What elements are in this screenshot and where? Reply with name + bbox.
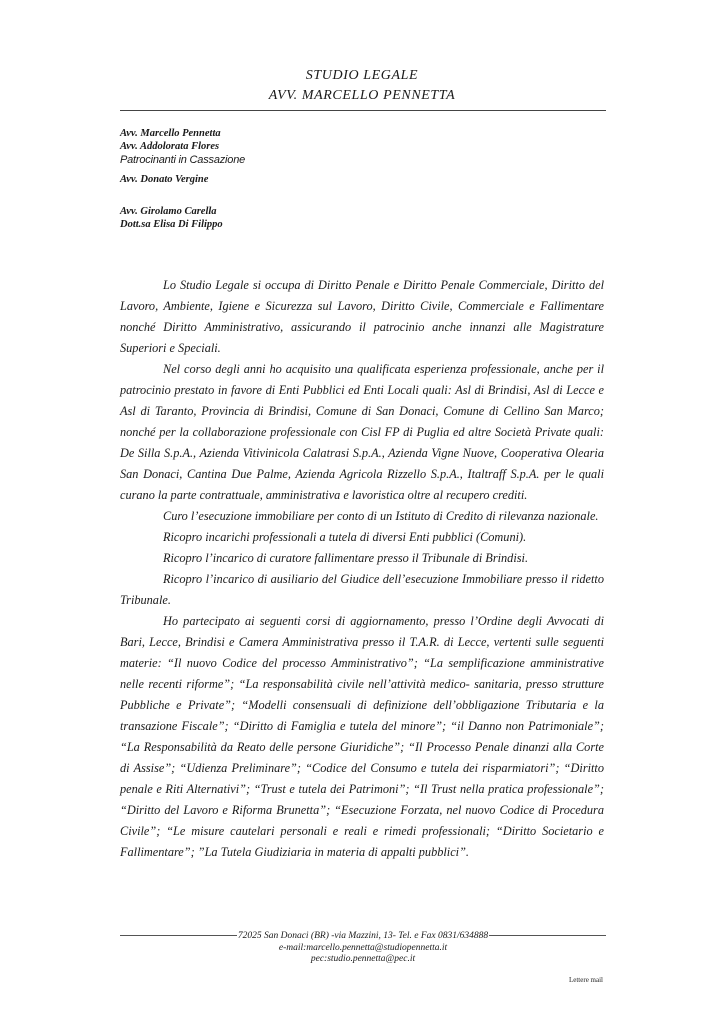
paragraph: Lo Studio Legale si occupa di Diritto Penale e Diritto Penale Commerciale, Diritto del Lavoro, Ambiente, Igiene e Sicurezza sul Lavoro, Diritto Civile, Commerciale e Fallimentare nonché Diritto Amministrativo, assicurando il patrocinio anche innanzi alle Magistrature Superiori e Speciali. xyxy=(120,278,604,355)
footer-address-line xyxy=(120,931,606,943)
footer-pec: pec:studio.pennetta@pec.it xyxy=(310,954,416,964)
paragraph: Curo l’esecuzione immobiliare per conto di un Istituto di Credito di rilevanza nazionale. xyxy=(163,509,599,523)
footer-rule-left xyxy=(120,935,237,936)
header-divider xyxy=(120,110,606,111)
paragraph: Ricopro l’incarico di ausiliario del Giudice dell’esecuzione Immobiliare presso il ridetto Tribunale. xyxy=(120,572,604,607)
paragraph: Ricopro incarichi professionali a tutela di diversi Enti pubblici (Comuni). xyxy=(163,530,527,544)
footer-email: e-mail:marcello.pennetta@studiopennetta.it xyxy=(278,942,448,953)
lawyer-name: Avv. Marcello Pennetta xyxy=(120,128,221,139)
paragraph: Nel corso degli anni ho acquisito una qualificata esperienza professionale, anche per il patrocinio prestato in favore di Enti Pubblici ed Enti Locali quali: Asl di Brindisi, Asl di Lecce e Asl di Taranto, Provincia di Brindisi, Comune di San Donaci, Comune di Cellino San Marco; nonché per la collaborazione professionale con Cisl FP di Puglia ed altre Società Private quali: De Silla S.p.A., Azienda Vitivinicola Calatrasi S.p.A., Azienda Vigne Nuove, Cooperativa Olearia San Donaci, Cantina Due Palme, Azienda Agricola Rizzello S.p.A., Italtraff S.p.A. per le quali curano la parte contrattuale, amministrativa e lavoristica oltre al recupero crediti. xyxy=(120,362,604,502)
lawyers-list xyxy=(120,127,520,231)
letterhead xyxy=(0,66,724,106)
letterhead-studio-title: STUDIO LEGALE xyxy=(305,68,419,83)
footer-address: 72025 San Donaci (BR) -via Mazzini, 13- Tel. e Fax 0831/634888 xyxy=(237,931,489,941)
paragraph: Ricopro l’incarico di curatore fallimentare presso il Tribunale di Brindisi. xyxy=(163,551,529,565)
footer-rule-right xyxy=(489,935,606,936)
lawyer-name: Avv. Donato Vergine xyxy=(120,174,209,185)
lawyer-name: Avv. Addolorata Flores xyxy=(120,141,220,152)
document-type-note: Lettere mail xyxy=(568,976,603,984)
letter-body xyxy=(120,275,604,863)
cassazione-label: Patrocinanti in Cassazione xyxy=(120,154,246,166)
footer xyxy=(120,931,606,966)
letterhead-lawyer-name: AVV. MARCELLO PENNETTA xyxy=(268,88,456,103)
lawyer-name: Avv. Girolamo Carella xyxy=(120,206,217,217)
paragraph: Ho partecipato ai seguenti corsi di aggiornamento, presso l’Ordine degli Avvocati di Bari, Lecce, Brindisi e Camera Amministrativa presso il T.A.R. di Lecce, vertenti sulle seguenti materie: “Il nuovo Codice del processo Amministrativo”; “La semplificazione amministrative nelle recenti riforme”; “La responsabilità civile nell’attività medico- sanitaria, presso strutture Pubbliche e Private”; “Modelli consensuali di definizione dell’obbligazione Tributaria e la transazione Fiscale”; “Diritto di Famiglia e tutela del minore”; “il Danno non Patrimoniale”; “La Responsabilità da Reato delle persone Giuridiche”; “Il Processo Penale dinanzi alla Corte di Assise”; “Udienza Preliminare”; “Codice del Consumo e tutela dei risparmiatori”; “Diritto penale e Riti Alternativi”; “Trust e tutela dei Patrimoni”; “Il Trust nella pratica professionale”; “Diritto del Lavoro e Riforma Brunetta”; “Esecuzione Forzata, nel nuovo Codice di Procedura Civile”; “Le misure cautelari personali e reali e rimedi professionali; “Diritto Societario e Fallimentare”; ”La Tutela Giudiziaria in materia di appalti pubblici”. xyxy=(120,614,604,859)
lawyer-name: Dott.sa Elisa Di Filippo xyxy=(120,219,223,230)
